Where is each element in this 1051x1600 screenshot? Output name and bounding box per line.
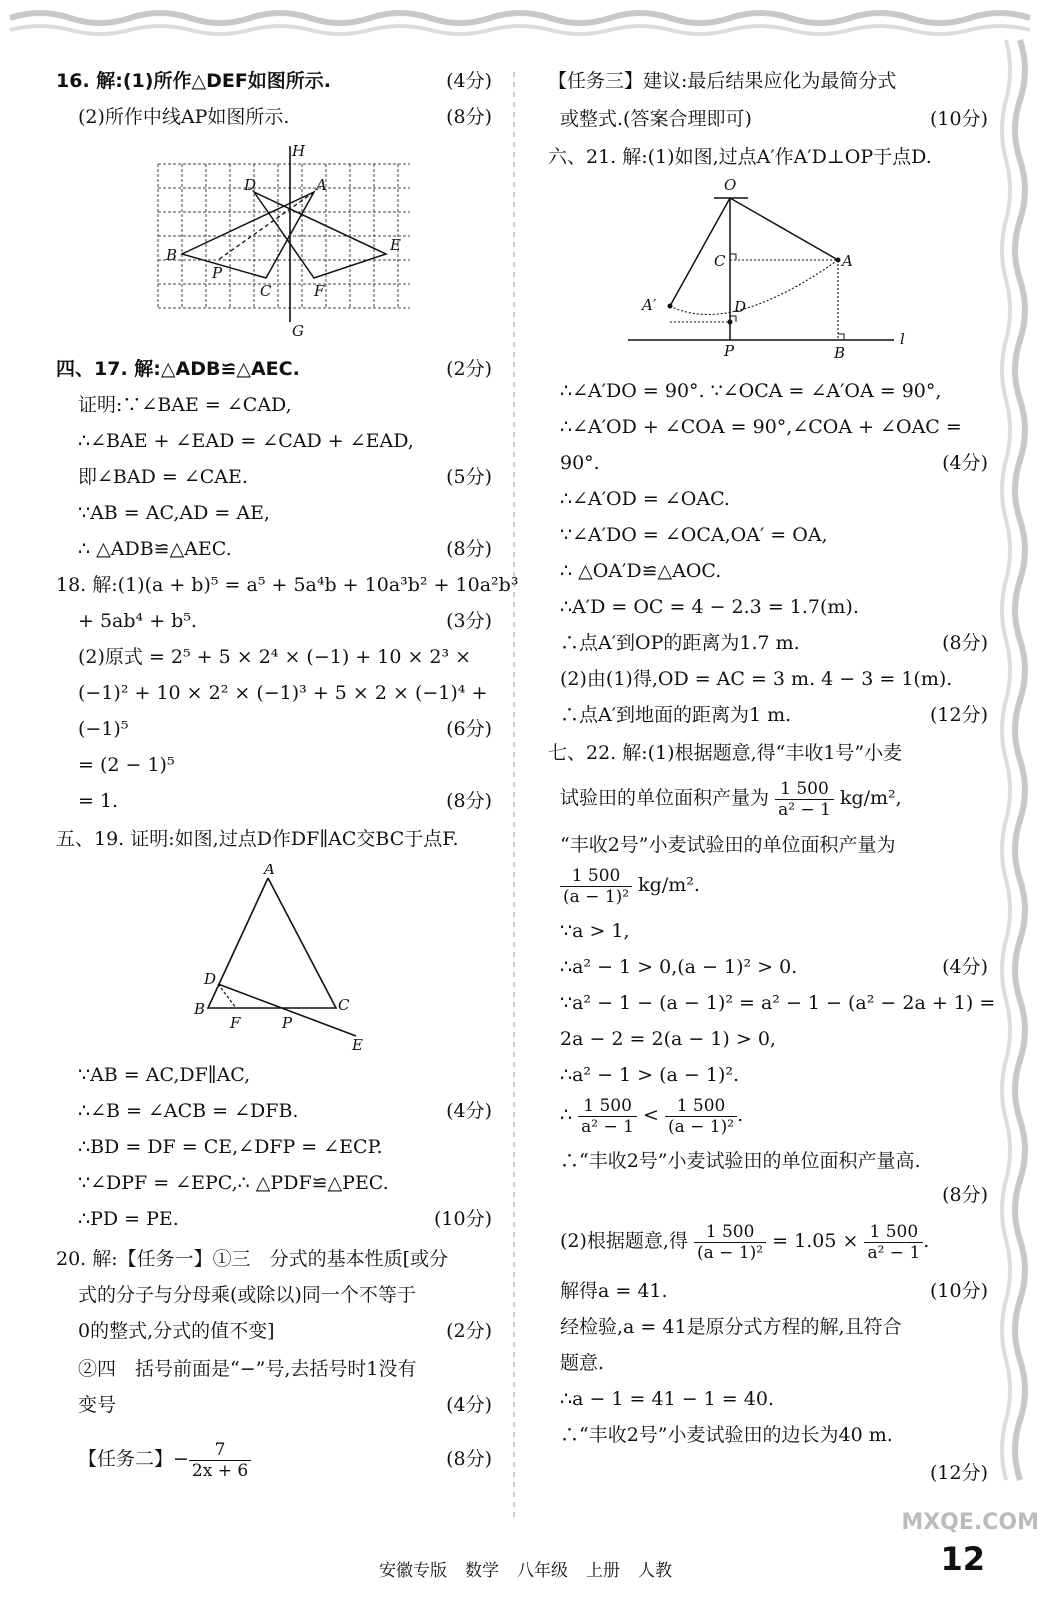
svg-text:E: E bbox=[390, 236, 401, 254]
svg-text:B: B bbox=[166, 246, 178, 264]
figure-21-swing bbox=[618, 176, 938, 366]
left-line: ∴ △ADB≌△AEC. (8分) bbox=[78, 538, 492, 560]
right-line: “丰收2号”小麦试验田的单位面积产量为 bbox=[560, 834, 896, 856]
svg-text:l: l bbox=[900, 330, 905, 348]
fraction: $\frac{1 500}{\text{a² − 1}}$ bbox=[578, 1096, 637, 1137]
right-line: 【任务三】建议:最后结果应化为最简分式 bbox=[548, 70, 897, 92]
left-line: 20. 解:【任务一】①三 分式的基本性质[或分 bbox=[56, 1248, 449, 1270]
right-line: (8分) bbox=[942, 1184, 988, 1206]
right-line: 或整式.(答案合理即可) (10分) bbox=[560, 108, 988, 130]
right-line: 六、21. 解:(1)如图,过点A′作A′D⊥OP于点D. bbox=[548, 146, 932, 168]
left-line: (−1)² + 10 × 2² × (−1)³ + 5 × 2 × (−1)⁴ + bbox=[78, 682, 488, 704]
svg-text:P: P bbox=[282, 1014, 293, 1032]
footer: 安徽专版 数学 八年级 上册 人教 bbox=[379, 1561, 672, 1581]
svg-text:C: C bbox=[714, 252, 726, 270]
figure-19-triangle bbox=[186, 864, 366, 1054]
right-line: ∴ △OA′D≌△AOC. bbox=[560, 560, 722, 582]
watermark: MXQE.COM bbox=[901, 1510, 1039, 1535]
page-number: 12 bbox=[940, 1540, 985, 1578]
left-line: = (2 − 1)⁵ bbox=[78, 754, 175, 776]
left-line: ∴BD = DF = CE,∠DFP = ∠ECP. bbox=[78, 1136, 383, 1158]
right-line: ∵a² − 1 − (a − 1)² = a² − 1 − (a² − 2a + 1) = bbox=[560, 992, 996, 1014]
svg-text:D: D bbox=[204, 970, 217, 988]
left-line: 【任务二】− $\frac{7}{2x + 6}$ (8分) bbox=[78, 1439, 492, 1481]
svg-text:A: A bbox=[842, 252, 853, 270]
svg-text:H: H bbox=[292, 142, 306, 160]
right-line: ∴“丰收2号”小麦试验田的边长为40 m. bbox=[560, 1424, 893, 1446]
svg-text:B: B bbox=[194, 1000, 206, 1018]
svg-text:A: A bbox=[316, 176, 327, 194]
svg-text:D: D bbox=[734, 298, 747, 316]
svg-text:O: O bbox=[724, 176, 737, 194]
left-line: ∴PD = PE. (10分) bbox=[78, 1208, 492, 1230]
left-line: 五、19. 证明:如图,过点D作DF∥AC交BC于点F. bbox=[56, 828, 459, 850]
right-line: $\frac{1 500}{\text{(a − 1)²}}$ kg/m². bbox=[548, 860, 988, 910]
figure-16-grid bbox=[146, 142, 426, 342]
fraction: $\frac{1 500}{\text{a² − 1}}$ bbox=[864, 1222, 923, 1263]
right-line: 七、22. 解:(1)根据题意,得“丰收1号”小麦 bbox=[548, 742, 903, 764]
left-line: 四、17. 解:△ADB≌△AEC. (2分) bbox=[56, 358, 492, 380]
fraction: $\frac{1 500}{\text{(a − 1)²}}$ bbox=[694, 1222, 766, 1263]
right-line: 题意. bbox=[560, 1352, 605, 1374]
left-line: + 5ab⁴ + b⁵. (3分) bbox=[78, 610, 492, 632]
right-line: 经检验,a = 41是原分式方程的解,且符合 bbox=[560, 1316, 902, 1338]
left-line: ∵AB = AC,DF∥AC, bbox=[78, 1064, 251, 1086]
left-line: (2)所作中线AP如图所示. (8分) bbox=[78, 106, 492, 128]
left-line: 变号 (4分) bbox=[78, 1394, 492, 1416]
svg-text:P: P bbox=[212, 264, 223, 282]
left-line: ∴∠B = ∠ACB = ∠DFB. (4分) bbox=[78, 1100, 492, 1122]
left-line: ②四 括号前面是“−”号,去括号时1没有 bbox=[78, 1358, 417, 1380]
left-line: 式的分子与分母乘(或除以)同一个不等于 bbox=[78, 1284, 416, 1306]
svg-text:D: D bbox=[244, 176, 257, 194]
svg-text:C: C bbox=[260, 282, 272, 300]
svg-text:E: E bbox=[352, 1036, 363, 1054]
right-line: (2)由(1)得,OD = AC = 3 m. 4 − 3 = 1(m). bbox=[560, 668, 953, 690]
left-line: ∴∠BAE + ∠EAD = ∠CAD + ∠EAD, bbox=[78, 430, 414, 452]
left-line: 18. 解:(1)(a + b)⁵ = a⁵ + 5a⁴b + 10a³b² + 10a²b³ bbox=[56, 574, 519, 596]
svg-text:A: A bbox=[264, 864, 275, 878]
right-line: ∵∠A′DO = ∠OCA,OA′ = OA, bbox=[560, 524, 828, 546]
left-line: ∵∠DPF = ∠EPC,∴ △PDF≌△PEC. bbox=[78, 1172, 389, 1194]
right-line: ∴a² − 1 > 0,(a − 1)² > 0. (4分) bbox=[560, 956, 988, 978]
right-line: ∴“丰收2号”小麦试验田的单位面积产量高. bbox=[560, 1150, 921, 1172]
right-line: ∴ $\frac{1 500}{\text{a² − 1}}$ < $\frac{1 500}{\text{(a − 1)²}}$ . bbox=[560, 1095, 744, 1137]
fraction: $\frac{1 500}{\text{(a − 1)²}}$ bbox=[665, 1096, 737, 1137]
svg-text:A′: A′ bbox=[642, 296, 657, 314]
left-line: 0的整式,分式的值不变] (2分) bbox=[78, 1320, 492, 1342]
right-line: 试验田的单位面积产量为 $\frac{1 500}{\text{a² − 1}}$ kg/m², bbox=[560, 778, 902, 820]
right-line: ∴点A′到OP的距离为1.7 m. (8分) bbox=[560, 632, 988, 654]
left-line: = 1. (8分) bbox=[78, 790, 492, 812]
right-line: 2a − 2 = 2(a − 1) > 0, bbox=[560, 1028, 776, 1050]
right-line: 解得a = 41. (10分) bbox=[560, 1280, 988, 1302]
right-line: ∴a² − 1 > (a − 1)². bbox=[560, 1064, 740, 1086]
fraction: $\frac{1 500}{\text{(a − 1)²}}$ bbox=[560, 866, 632, 907]
left-line: 即∠BAD = ∠CAE. (5分) bbox=[78, 466, 492, 488]
fraction: $\frac{7}{2x + 6}$ bbox=[189, 1440, 251, 1481]
left-line: 证明:∵∠BAE = ∠CAD, bbox=[78, 394, 292, 416]
right-line: ∴∠A′DO = 90°. ∵∠OCA = ∠A′OA = 90°, bbox=[560, 380, 942, 402]
right-line: (2)根据题意,得 $\frac{1 500}{\text{(a − 1)²}}$ = 1.05 × $\frac{1 500}{\text{a² − 1}}$ . bbox=[560, 1221, 930, 1263]
right-line: ∴A′D = OC = 4 − 2.3 = 1.7(m). bbox=[560, 596, 859, 618]
left-line: 16. 解:(1)所作△DEF如图所示. (4分) bbox=[56, 70, 492, 92]
right-line: (12分) bbox=[929, 1462, 988, 1484]
right-line: ∴∠A′OD + ∠COA = 90°,∠COA + ∠OAC = bbox=[560, 416, 962, 438]
svg-text:F: F bbox=[230, 1014, 241, 1032]
right-line: ∴点A′到地面的距离为1 m. (12分) bbox=[560, 704, 988, 726]
svg-text:C: C bbox=[338, 996, 350, 1014]
fraction: $\frac{1 500}{\text{a² − 1}}$ bbox=[775, 779, 834, 820]
left-line: ∵AB = AC,AD = AE, bbox=[78, 502, 270, 524]
svg-text:B: B bbox=[834, 344, 846, 362]
svg-text:G: G bbox=[292, 322, 304, 340]
right-line: ∴∠A′OD = ∠OAC. bbox=[560, 488, 730, 510]
svg-text:F: F bbox=[314, 282, 325, 300]
right-line: ∴a − 1 = 41 − 1 = 40. bbox=[560, 1388, 774, 1410]
right-line: 90°. (4分) bbox=[560, 452, 988, 474]
left-line: (−1)⁵ (6分) bbox=[78, 718, 492, 740]
svg-text:P: P bbox=[724, 342, 735, 360]
right-line: ∵a > 1, bbox=[560, 920, 630, 942]
left-line: (2)原式 = 2⁵ + 5 × 2⁴ × (−1) + 10 × 2³ × bbox=[78, 646, 472, 668]
